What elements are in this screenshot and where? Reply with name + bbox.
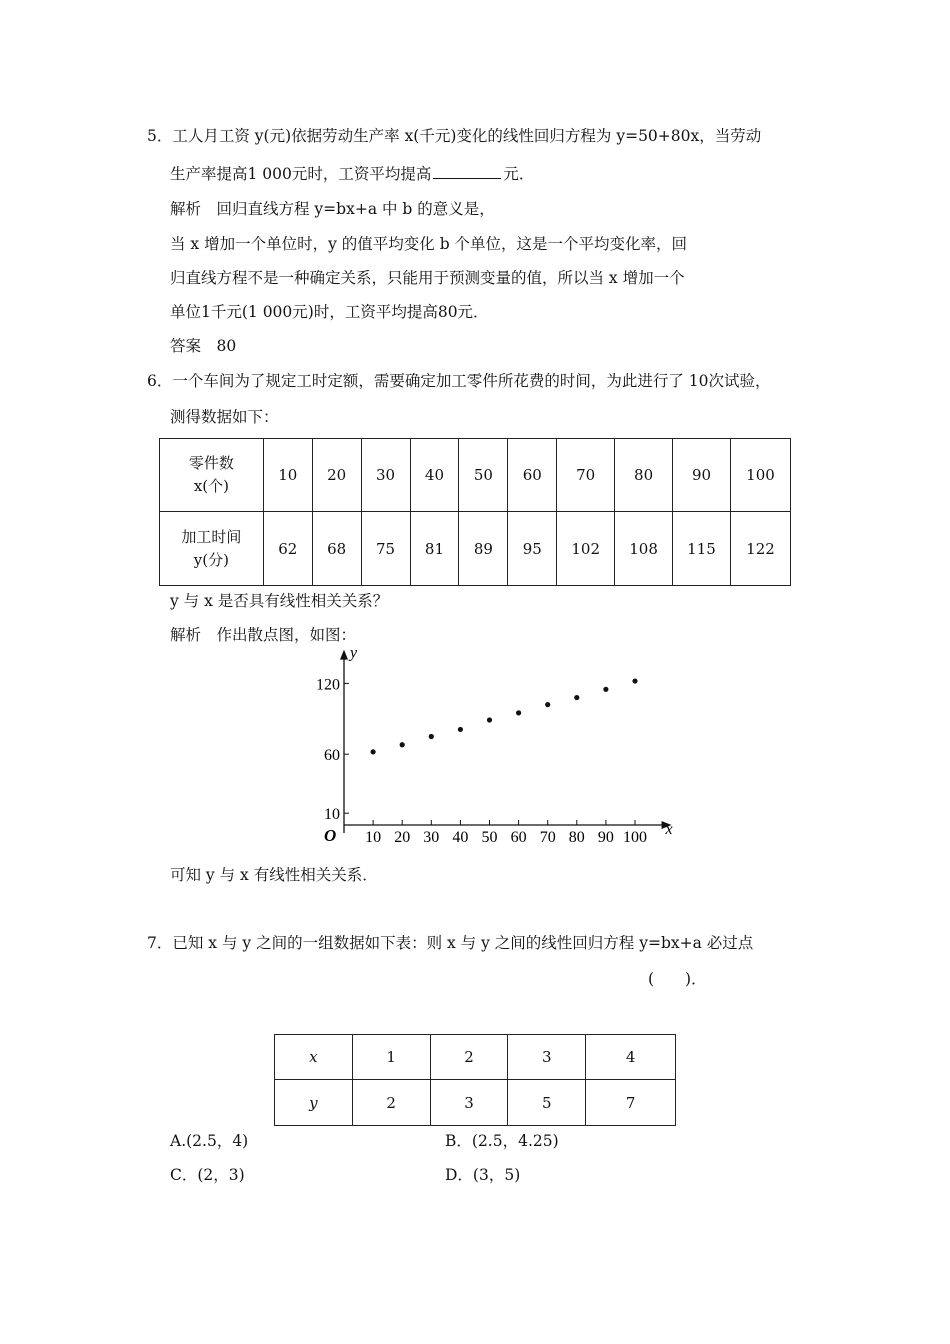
- x-tick-label: 70: [539, 829, 556, 846]
- table-cell: 90: [673, 439, 731, 512]
- table-cell: 5: [508, 1080, 586, 1126]
- q5-line1: 5．工人月工资 y(元)依据劳动生产率 x(千元)变化的线性回归方程为 y=50+80x，当劳动: [147, 127, 762, 145]
- table-cell: 108: [615, 512, 673, 586]
- row-header-x-text: x: [309, 1048, 318, 1066]
- q5-analysis-2: 当 x 增加一个单位时，y 的值平均变化 b 个单位，这是一个平均变化率，回: [170, 235, 688, 253]
- scatter-plot: [310, 648, 690, 848]
- y-tick-label: 10: [324, 806, 340, 824]
- row-header-x: [275, 1035, 353, 1080]
- row-header-time-line2: y(分): [193, 550, 229, 569]
- table-cell: 122: [730, 512, 790, 586]
- data-point: [400, 742, 405, 747]
- q5-answer: 答案 80: [170, 337, 237, 355]
- table-cell: 95: [508, 512, 557, 586]
- x-tick-label: 90: [597, 829, 614, 846]
- x-tick-label: 100: [623, 829, 647, 846]
- y-tick-label: 60: [324, 747, 340, 765]
- table-row-parts: [160, 439, 791, 512]
- data-point: [574, 695, 579, 700]
- table-cell: 75: [361, 512, 410, 586]
- q5-answer-blank[interactable]: [433, 164, 501, 179]
- data-point: [632, 678, 637, 683]
- q6-line2: 测得数据如下：: [170, 408, 279, 426]
- x-tick-label: 40: [452, 829, 469, 846]
- table-cell: 3: [430, 1080, 508, 1126]
- y-axis-label: y: [350, 648, 358, 662]
- q6-question: y 与 x 是否具有线性相关关系？: [170, 592, 389, 610]
- x-tick-label: 10: [365, 829, 382, 846]
- table-cell: 80: [615, 439, 673, 512]
- table-cell: 50: [459, 439, 508, 512]
- q7-data-table: [274, 1034, 676, 1126]
- row-header-parts: [160, 439, 264, 512]
- table-row-y: [275, 1080, 676, 1126]
- row-header-y: [275, 1080, 353, 1126]
- table-cell: 68: [312, 512, 361, 586]
- x-tick-label: 80: [568, 829, 585, 846]
- data-point: [429, 734, 434, 739]
- table-cell: 2: [430, 1035, 508, 1080]
- x-tick-label: 20: [394, 829, 411, 846]
- table-cell: 4: [586, 1035, 676, 1080]
- y-tick-label: 120: [316, 676, 340, 694]
- q6-data-table: [159, 438, 791, 586]
- row-header-time-line1: 加工时间: [181, 527, 242, 546]
- x-axis-label: x: [665, 821, 673, 838]
- q6-line1: 6．一个车间为了规定工时定额，需要确定加工零件所花费的时间，为此进行了 10次试验，: [147, 372, 771, 390]
- data-point: [487, 717, 492, 722]
- option-a[interactable]: A.(2.5，4): [170, 1132, 249, 1150]
- table-cell: 2: [352, 1080, 430, 1126]
- row-header-parts-line2: x(个): [193, 477, 229, 495]
- x-tick-label: 60: [510, 829, 527, 846]
- table-cell: 62: [263, 512, 312, 586]
- data-point: [545, 702, 550, 707]
- table-cell: 102: [557, 512, 615, 586]
- q5-line2-text: 生产率提高1 000元时，工资平均提高: [170, 165, 432, 183]
- q5-analysis-4: 单位1千元(1 000元)时，工资平均提高80元．: [170, 303, 489, 321]
- origin-label: O: [324, 826, 337, 845]
- row-header-y-text: y: [309, 1093, 318, 1112]
- option-d[interactable]: D．(3，5): [445, 1166, 521, 1184]
- q5-line2: [170, 163, 534, 185]
- option-c[interactable]: C．(2，3): [170, 1166, 245, 1184]
- table-cell: 81: [410, 512, 459, 586]
- table-cell: 7: [586, 1080, 676, 1126]
- data-point: [516, 710, 521, 715]
- table-cell: 100: [730, 439, 790, 512]
- table-cell: 30: [361, 439, 410, 512]
- table-cell: 70: [557, 439, 615, 512]
- data-point: [603, 687, 608, 692]
- table-cell: 40: [410, 439, 459, 512]
- table-cell: 89: [459, 512, 508, 586]
- table-row-time: [160, 512, 791, 586]
- q6-conclusion: 可知 y 与 x 有线性相关关系．: [170, 866, 378, 884]
- table-cell: 1: [352, 1035, 430, 1080]
- row-header-time: [160, 512, 264, 586]
- table-cell: 60: [508, 439, 557, 512]
- y-axis-arrow: [340, 650, 348, 660]
- table-cell: 115: [673, 512, 731, 586]
- x-tick-label: 50: [481, 829, 498, 846]
- table-cell: 10: [263, 439, 312, 512]
- q5-analysis-3: 归直线方程不是一种确定关系，只能用于预测变量的值，所以当 x 增加一个: [170, 269, 685, 287]
- q6-analysis: 解析 作出散点图，如图：: [170, 626, 357, 644]
- table-row-x: [275, 1035, 676, 1080]
- q7-answer-paren[interactable]: ( )．: [648, 970, 707, 988]
- option-b[interactable]: B．(2.5，4.25): [445, 1132, 559, 1150]
- x-tick-label: 30: [423, 829, 440, 846]
- q5-line2-end: 元．: [503, 165, 535, 183]
- row-header-parts-line1: 零件数: [188, 454, 234, 472]
- table-cell: 20: [312, 439, 361, 512]
- q7-line1: 7．已知 x 与 y 之间的一组数据如下表：则 x 与 y 之间的线性回归方程 y=bx+a 必过点: [147, 934, 754, 952]
- data-point: [458, 727, 463, 732]
- table-cell: 3: [508, 1035, 586, 1080]
- q5-analysis-1: 解析 回归直线方程 y=bx+a 中 b 的意义是，: [170, 200, 495, 218]
- data-point: [371, 749, 376, 754]
